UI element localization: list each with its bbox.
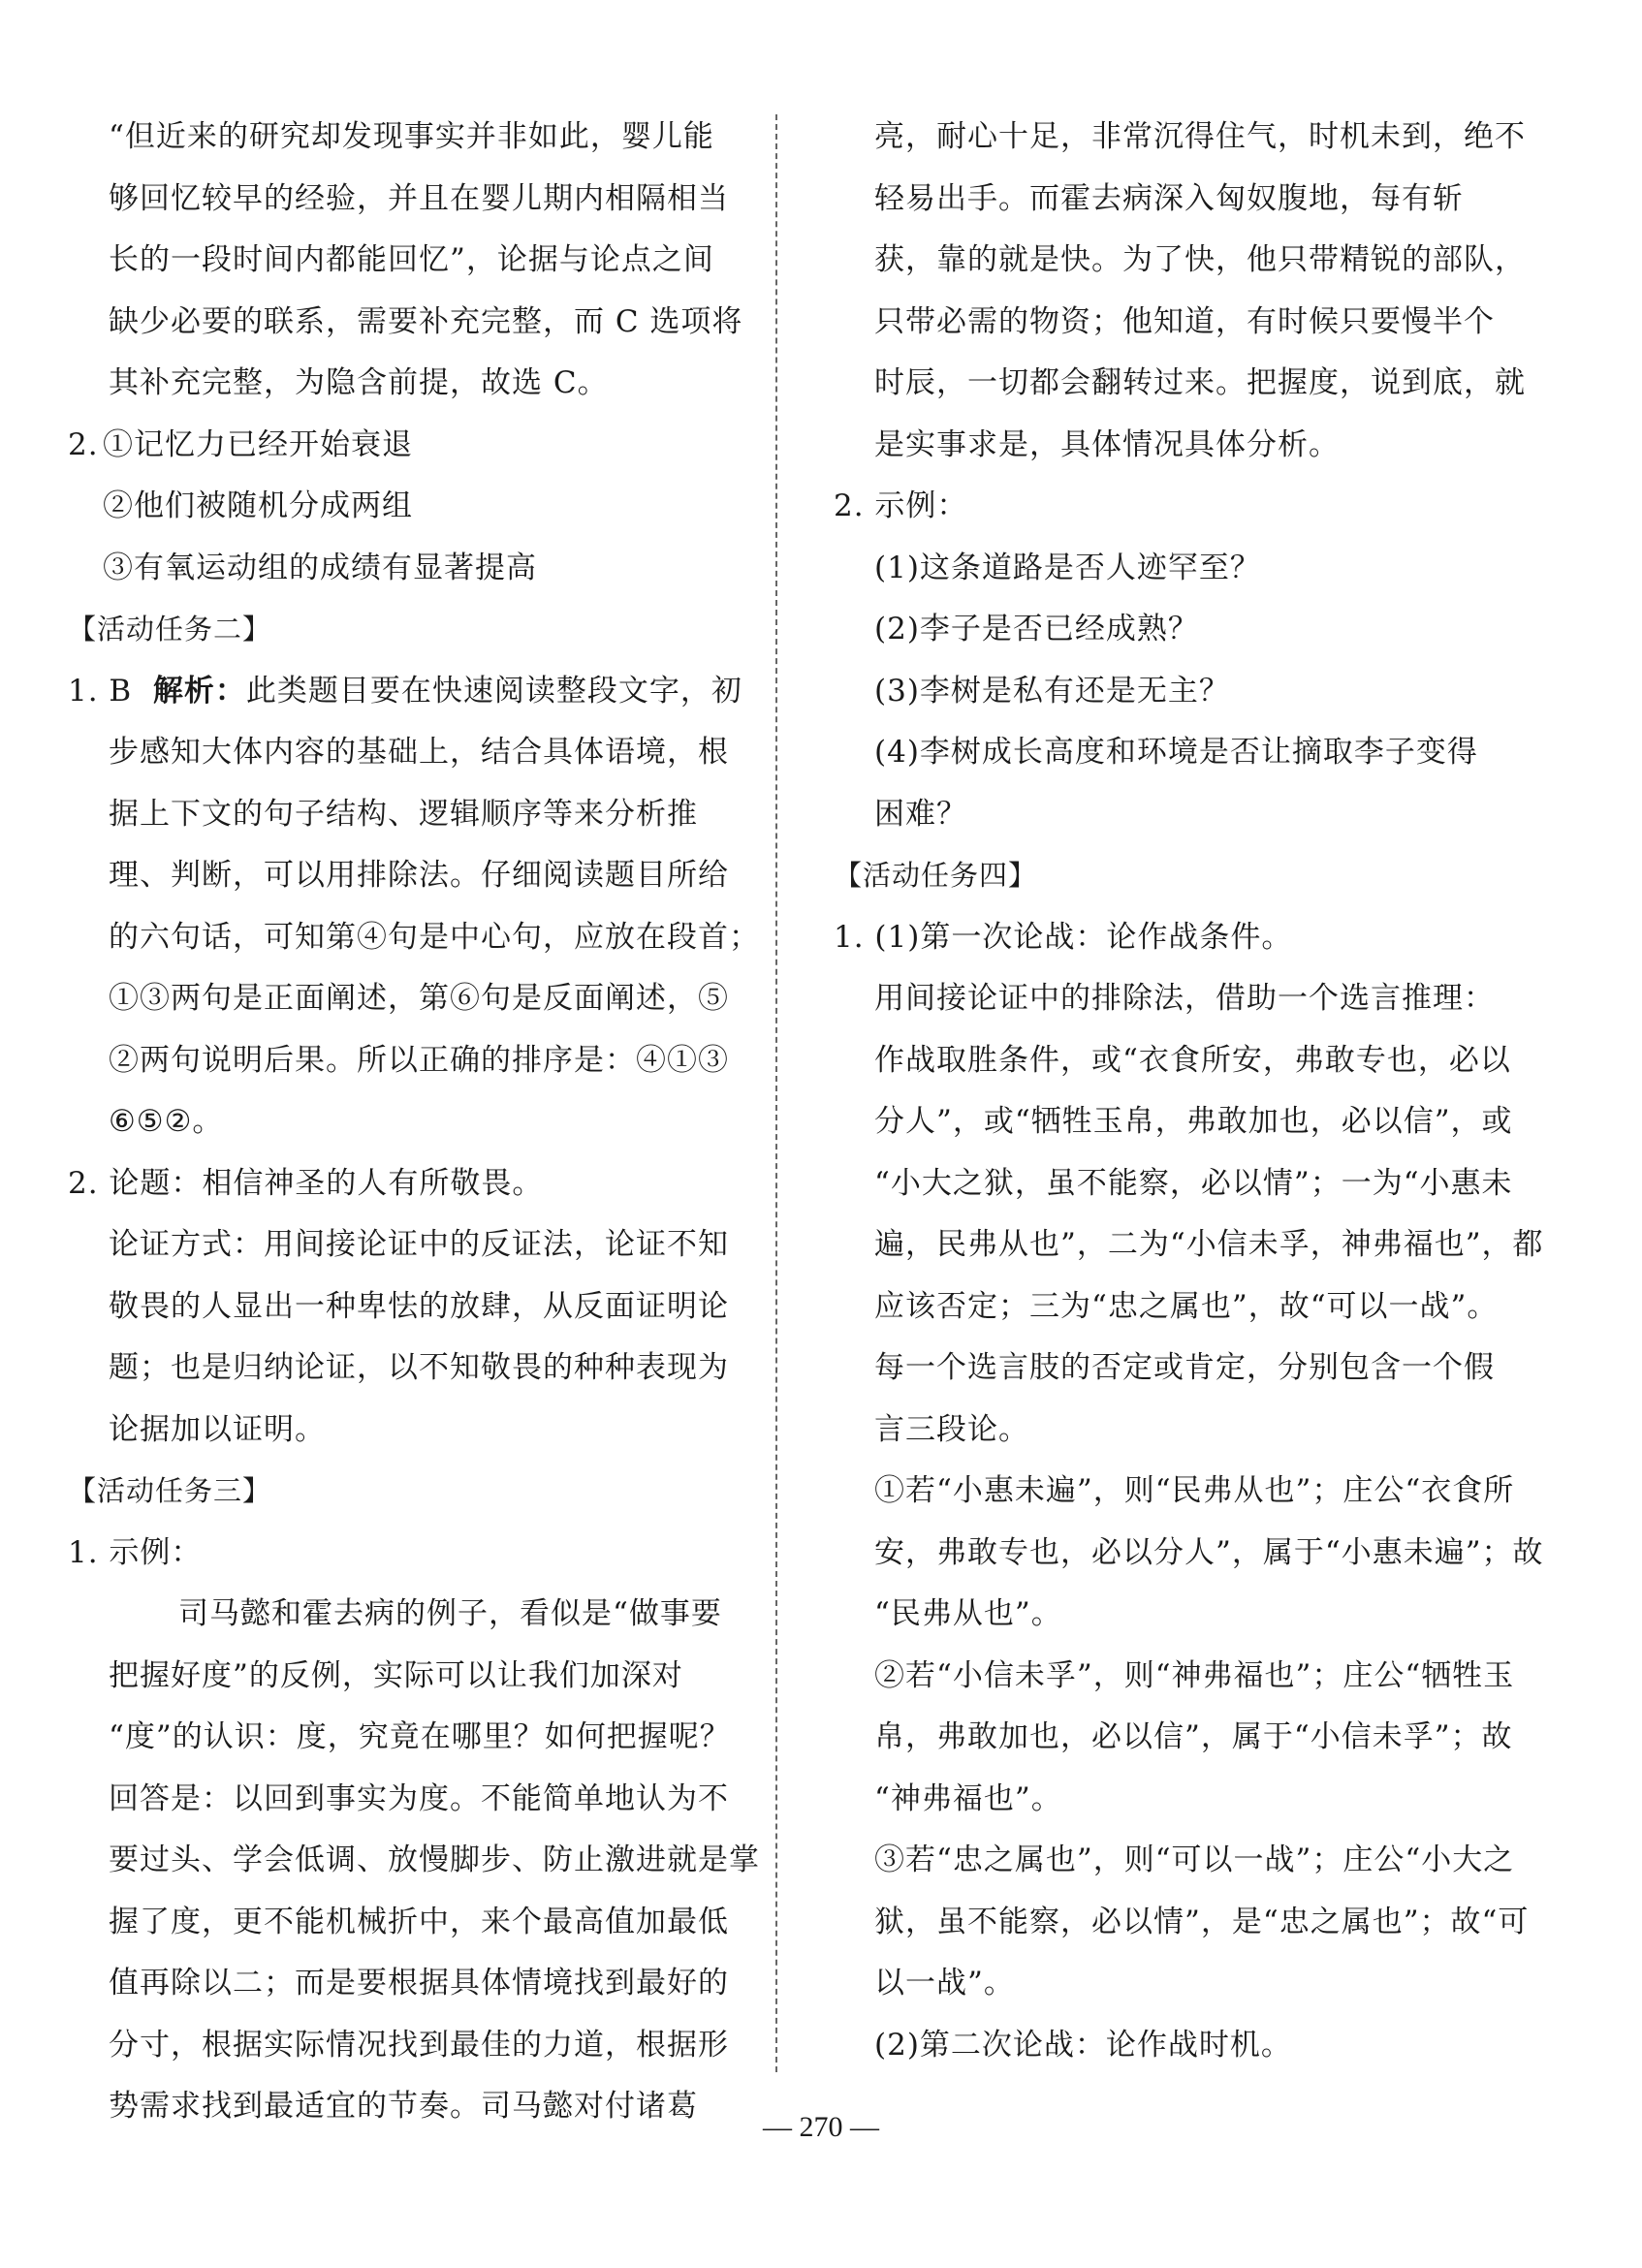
list-item: (2)李子是否已经成熟？ <box>874 612 1199 646</box>
analysis-label: 解析： <box>152 673 246 709</box>
question-number: 2. <box>68 426 99 462</box>
text-line: 势需求找到最适宜的节奏。司马懿对付诸葛 <box>109 2089 698 2124</box>
text-line: 够回忆较早的经验，并且在婴儿期内相隔相当 <box>109 180 729 216</box>
section2-question1 <box>68 661 760 1153</box>
text-line: ⑥⑤②。 <box>109 1104 224 1139</box>
text-line: 据上下文的句子结构、逻辑顺序等来分析推 <box>109 796 698 832</box>
text-line: 安，弗敢专也，必以分人”，属于“小惠未遍”；故 <box>874 1534 1544 1570</box>
question-2-answers <box>68 415 746 600</box>
text-line: 理、判断，可以用排除法。仔细阅读题目所给 <box>109 858 729 893</box>
text-line: (2)第二次论战：论作战时机。 <box>874 2027 1292 2063</box>
text-line: 用间接论证中的排除法，借助一个选言推理： <box>874 981 1495 1016</box>
text-line: 敬畏的人显出一种卑怯的放肆，从反面证明论 <box>109 1288 729 1324</box>
list-item: (3)李树是私有还是无主？ <box>874 673 1230 709</box>
section4-question1 <box>834 907 1544 2077</box>
text-line: 以一战”。 <box>874 1966 1015 2000</box>
text-line: 轻易出手。而霍去病深入匈奴腹地，每有斩 <box>874 180 1464 216</box>
continued-paragraph <box>834 107 1526 476</box>
section-heading: 【活动任务二】 <box>68 613 272 646</box>
section3-question2 <box>834 476 1483 845</box>
text-line: ③若“忠之属也”，则“可以一战”；庄公“小大之 <box>874 1843 1515 1877</box>
right-column <box>834 107 1544 2076</box>
text-line: 分寸，根据实际情况找到最佳的力道，根据形 <box>109 2027 729 2063</box>
text-line: 2. 论题：相信神圣的人有所敬畏。 <box>68 1165 544 1201</box>
section2-question2 <box>68 1153 746 1462</box>
text-line: “但近来的研究却发现事实并非如此，婴儿能 <box>109 119 714 154</box>
text-line: 困难？ <box>874 796 967 832</box>
text-line: 2. 示例： <box>834 488 968 523</box>
text-line: 的六句话，可知第④句是中心句，应放在段首； <box>109 919 760 955</box>
list-item: (1)这条道路是否人迹罕至？ <box>874 550 1261 585</box>
text-line: 1. 示例： <box>68 1534 203 1570</box>
text-line: 1. (1)第一次论战：论作战条件。 <box>834 919 1293 955</box>
answer-line: ②他们被随机分成两组 <box>103 488 413 523</box>
text-line: 回答是：以回到事实为度。不能简单地认为不 <box>109 1780 729 1816</box>
section-heading: 【活动任务三】 <box>68 1474 272 1507</box>
text-line: 只带必需的物资；他知道，有时候只要慢半个 <box>874 303 1495 339</box>
column-divider <box>775 114 777 2072</box>
text-line: 每一个选言肢的否定或肯定，分别包含一个假 <box>874 1350 1495 1385</box>
section3-question1 <box>68 1523 760 2138</box>
text-line: 步感知大体内容的基础上，结合具体语境，根 <box>109 735 729 770</box>
text-line: 题；也是归纳论证，以不知敬畏的种种表现为 <box>109 1350 729 1385</box>
text-line: 握了度，更不能机械折中，来个最高值加最低 <box>109 1904 729 1939</box>
text-line: “民弗从也”。 <box>874 1596 1062 1631</box>
answer-line: ③有氧运动组的成绩有显著提高 <box>103 550 537 585</box>
text-line: 缺少必要的联系，需要补充完整，而 C 选项将 <box>109 303 743 339</box>
text-line: 遍，民弗从也”，二为“小信未孚，神弗福也”，都 <box>874 1227 1544 1262</box>
list-item: (4)李树成长高度和环境是否让摘取李子变得 <box>874 735 1478 770</box>
question-number: 1. B <box>68 673 153 709</box>
page-number: — 270 — <box>763 2111 879 2143</box>
text-line: “小大之狱，虽不能察，必以情”；一为“小惠未 <box>874 1165 1513 1201</box>
text-line: 此类题目要在快速阅读整段文字，初 <box>245 673 742 709</box>
text-line: ②两句说明后果。所以正确的排序是：④①③ <box>109 1042 729 1078</box>
text-line: ①若“小惠未遍”，则“民弗从也”；庄公“衣食所 <box>874 1473 1515 1508</box>
text-line: 其补充完整，为隐含前提，故选 C。 <box>109 365 609 400</box>
text-line: 要过头、学会低调、放慢脚步、防止激进就是掌 <box>109 1843 760 1877</box>
text-line: 获，靠的就是快。为了快，他只带精锐的部队， <box>874 242 1526 277</box>
text-line: 值再除以二；而是要根据具体情境找到最好的 <box>109 1966 729 2000</box>
text-line: 司马懿和霍去病的例子，看似是“做事要 <box>178 1596 722 1631</box>
text-line: ②若“小信未孚”，则“神弗福也”；庄公“牺牲玉 <box>874 1657 1515 1693</box>
text-line: “神弗福也”。 <box>874 1780 1062 1816</box>
text-line: 把握好度”的反例，实际可以让我们加深对 <box>109 1657 683 1693</box>
text-line: 言三段论。 <box>874 1411 1029 1447</box>
text-line: 亮，耐心十足，非常沉得住气，时机未到，绝不 <box>874 119 1526 154</box>
text-line: 狱，虽不能察，必以情”，是“忠之属也”；故“可 <box>874 1904 1530 1939</box>
text-line: ①③两句是正面阐述，第⑥句是反面阐述，⑤ <box>109 981 729 1016</box>
left-column <box>68 107 760 2138</box>
text-line: 长的一段时间内都能回忆”，论据与论点之间 <box>109 242 714 277</box>
text-line: “度”的认识：度，究竟在哪里？如何把握呢？ <box>109 1719 731 1754</box>
text-line: 分人”，或“牺牲玉帛，弗敢加也，必以信”，或 <box>874 1104 1513 1139</box>
section-heading: 【活动任务四】 <box>834 859 1038 892</box>
intro-paragraph <box>68 107 746 415</box>
answer-line: ①记忆力已经开始衰退 <box>103 426 413 462</box>
text-line: 时辰，一切都会翻转过来。把握度，说到底，就 <box>874 365 1526 400</box>
text-line: 帛，弗敢加也，必以信”，属于“小信未孚”；故 <box>874 1719 1513 1754</box>
text-line: 论据加以证明。 <box>109 1411 326 1447</box>
text-line: 是实事求是，具体情况具体分析。 <box>874 426 1340 462</box>
text-line: 论证方式：用间接论证中的反证法，论证不知 <box>109 1227 729 1262</box>
text-line: 作战取胜条件，或“衣食所安，弗敢专也，必以 <box>874 1042 1511 1078</box>
text-line: 应该否定；三为“忠之属也”，故“可以一战”。 <box>874 1288 1499 1324</box>
